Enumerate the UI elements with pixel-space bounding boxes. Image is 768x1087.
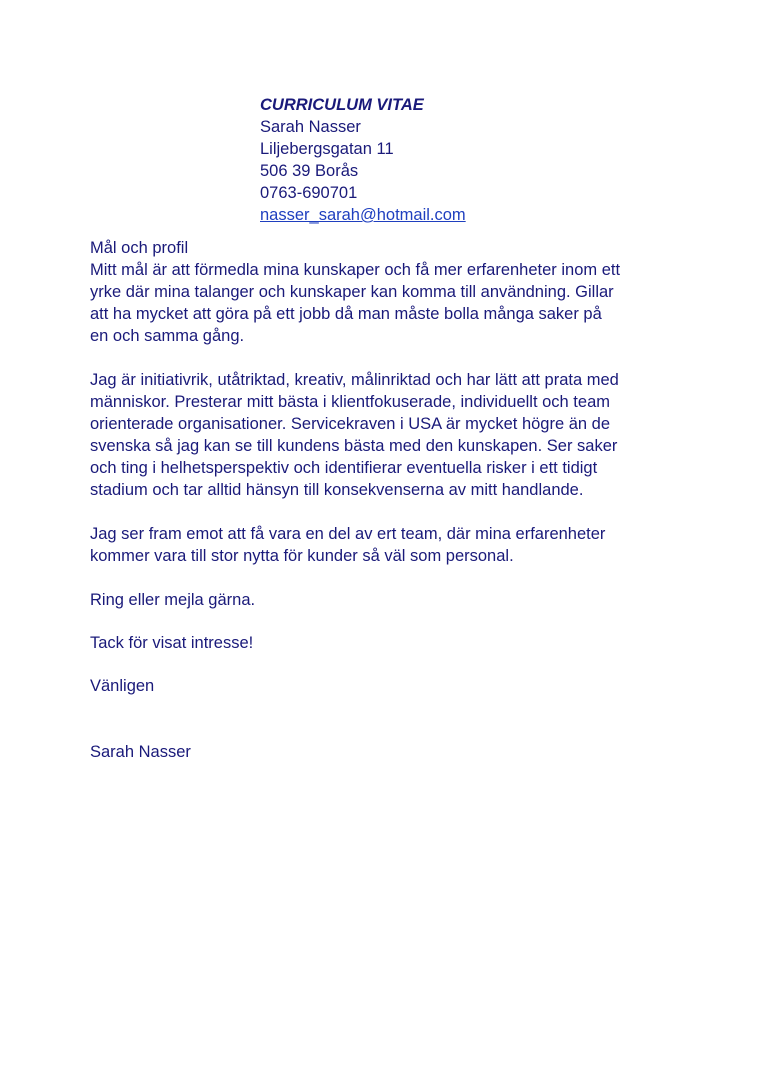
paragraph-line: Jag är initiativrik, utåtriktad, kreativ, målinriktad och har lätt att prata med [90,371,619,389]
paragraph-line: och ting i helhetsperspektiv och identifierar eventuella risker i ett tidigt [90,459,598,477]
section-heading: Mål och profil [90,239,189,257]
paragraph-line: stadium och tar alltid hänsyn till konsekvenserna av mitt handlande. [90,481,584,499]
contact-city: 506 39 Borås [260,162,359,180]
contact-phone: 0763-690701 [260,184,358,202]
paragraph-line: Mitt mål är att förmedla mina kunskaper och få mer erfarenheter inom ett [90,261,621,279]
paragraph-line: Jag ser fram emot att få vara en del av ert team, där mina erfarenheter [90,525,606,543]
letter-body [90,237,690,763]
paragraph-goals [90,259,690,347]
contact-street: Liljebergsgatan 11 [260,140,394,158]
closing-regards: Vänligen [90,677,155,695]
call-to-action: Ring eller mejla gärna. [90,591,256,609]
paragraph-line: svenska så jag kan se till kundens bästa med den kunskapen. Ser saker [90,437,618,455]
contact-email-link[interactable]: nasser_sarah@hotmail.com [260,206,466,224]
paragraph-profile [90,369,690,501]
paragraph-line: att ha mycket att göra på ett jobb då man måste bolla många saker på [90,305,602,323]
paragraph-line: kommer vara till stor nytta för kunder så väl som personal. [90,547,514,565]
signature-name: Sarah Nasser [90,743,191,761]
contact-name: Sarah Nasser [260,118,361,136]
cv-header [260,94,466,226]
paragraph-line: en och samma gång. [90,327,245,345]
cv-title: CURRICULUM VITAE [260,96,424,114]
paragraph-team [90,523,690,567]
thanks-line: Tack för visat intresse! [90,634,254,652]
paragraph-line: människor. Presterar mitt bästa i klientfokuserade, individuellt och team [90,393,610,411]
paragraph-line: orienterade organisationer. Servicekraven i USA är mycket högre än de [90,415,611,433]
paragraph-line: yrke där mina talanger och kunskaper kan komma till användning. Gillar [90,283,614,301]
